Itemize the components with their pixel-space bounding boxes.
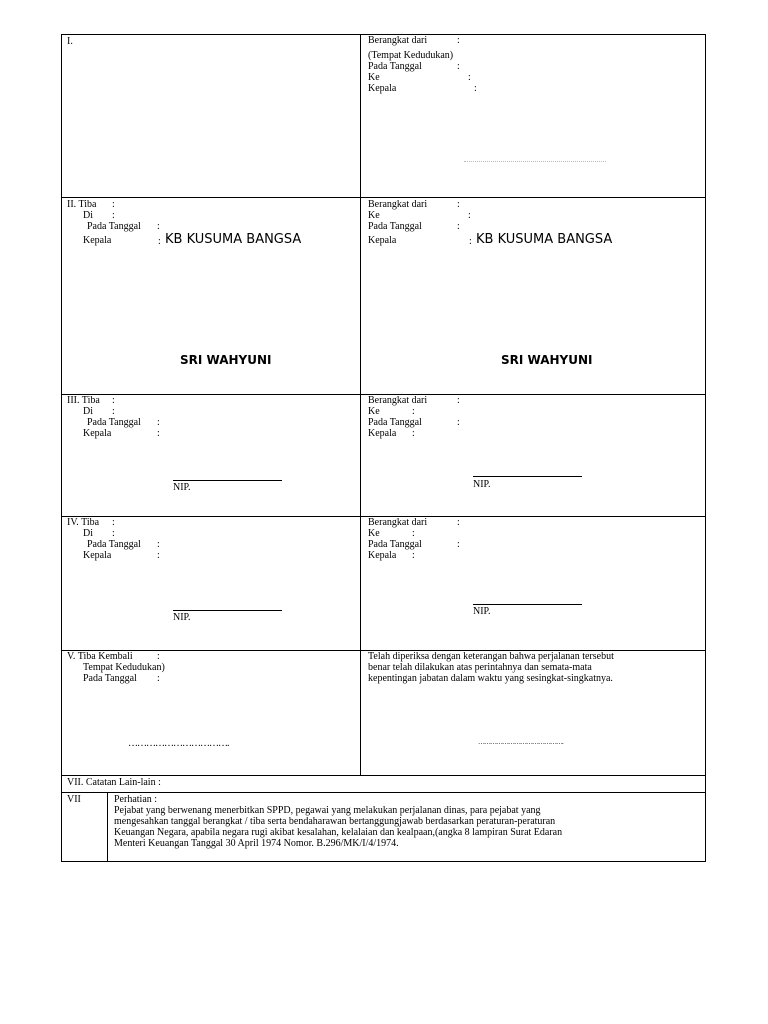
berangkat-dari-label: Berangkat dari bbox=[368, 395, 428, 406]
pada-tanggal-label: Pada Tanggal bbox=[87, 539, 141, 550]
kepala-label: Kepala bbox=[368, 235, 397, 246]
colon: : bbox=[112, 517, 115, 528]
column-divider bbox=[107, 792, 108, 862]
ke-label: Ke bbox=[368, 528, 380, 539]
berangkat-dari-label: Berangkat dari bbox=[368, 199, 428, 210]
kepala-value: KB KUSUMA BANGSA bbox=[165, 232, 302, 247]
tiba-label: III. Tiba bbox=[67, 395, 100, 406]
colon: : bbox=[157, 428, 160, 439]
signature-line bbox=[473, 476, 582, 477]
perhatian-label: Perhatian : bbox=[114, 794, 158, 805]
statement-line: kepentingan jabatan dalam waktu yang sesingkat-singkatnya. bbox=[368, 673, 613, 684]
kepala-label: Kepala bbox=[83, 550, 112, 561]
tiba-kembali-label: V. Tiba Kembali bbox=[67, 651, 133, 662]
colon: : bbox=[469, 236, 472, 247]
row-divider bbox=[62, 792, 705, 793]
di-label: Di bbox=[83, 210, 93, 221]
section-number: VII bbox=[67, 794, 81, 805]
colon: : bbox=[157, 673, 160, 684]
signature-line bbox=[464, 161, 606, 162]
berangkat-dari-label: Berangkat dari bbox=[368, 35, 428, 46]
kepala-label: Kepala bbox=[83, 428, 112, 439]
pada-tanggal-label: Pada Tanggal bbox=[368, 221, 422, 232]
colon: : bbox=[457, 221, 460, 232]
kepala-label: Kepala bbox=[368, 550, 397, 561]
colon: : bbox=[112, 395, 115, 406]
colon: : bbox=[468, 210, 471, 221]
signature-dots: ……………………………. bbox=[128, 738, 229, 749]
colon: : bbox=[457, 517, 460, 528]
colon: : bbox=[474, 83, 477, 94]
colon: : bbox=[457, 35, 460, 46]
berangkat-dari-label: Berangkat dari bbox=[368, 517, 428, 528]
notice-line: Keuangan Negara, apabila negara rugi akibat kesalahan, kelalaian dan kealpaan,(angka 8 lampiran Surat Edaran bbox=[114, 827, 563, 838]
colon: : bbox=[412, 528, 415, 539]
kepala-label: Kepala bbox=[83, 235, 112, 246]
di-label: Di bbox=[83, 528, 93, 539]
signature-dots: ……………………………………. bbox=[478, 738, 563, 746]
pada-tanggal-label: Pada Tanggal bbox=[368, 417, 422, 428]
colon: : bbox=[457, 199, 460, 210]
kepala-label: Kepala bbox=[368, 428, 397, 439]
signer-name: SRI WAHYUNI bbox=[180, 353, 272, 367]
colon: : bbox=[412, 406, 415, 417]
nip-label: NIP. bbox=[473, 479, 491, 490]
kepala-label: Kepala bbox=[368, 83, 397, 94]
nip-label: NIP. bbox=[473, 606, 491, 617]
colon: : bbox=[468, 72, 471, 83]
colon: : bbox=[157, 651, 160, 662]
colon: : bbox=[457, 539, 460, 550]
tempat-kedudukan-label: (Tempat Kedudukan) bbox=[368, 50, 454, 61]
colon: : bbox=[157, 539, 160, 550]
notice-line: mengesahkan tanggal berangkat / tiba serta bendaharawan bertanggungjawab berdasarkan peraturan-peraturan bbox=[114, 816, 556, 827]
catatan-label: VII. Catatan Lain-lain : bbox=[67, 777, 161, 788]
colon: : bbox=[457, 417, 460, 428]
pada-tanggal-label: Pada Tanggal bbox=[87, 417, 141, 428]
pada-tanggal-label: Pada Tanggal bbox=[368, 61, 422, 72]
statement-line: Telah diperiksa dengan keterangan bahwa perjalanan tersebut bbox=[368, 651, 614, 662]
row-divider bbox=[62, 775, 705, 776]
nip-label: NIP. bbox=[173, 612, 191, 623]
di-label: Di bbox=[83, 406, 93, 417]
colon: : bbox=[112, 528, 115, 539]
colon: : bbox=[112, 199, 115, 210]
signer-name: SRI WAHYUNI bbox=[501, 353, 593, 367]
kepala-value: KB KUSUMA BANGSA bbox=[476, 232, 613, 247]
ke-label: Ke bbox=[368, 72, 380, 83]
colon: : bbox=[457, 61, 460, 72]
colon: : bbox=[412, 550, 415, 561]
notice-line: Pejabat yang berwenang menerbitkan SPPD, pegawai yang melakukan perjalanan dinas, para pejabat yang bbox=[114, 805, 541, 816]
signature-line bbox=[173, 610, 282, 611]
tempat-kedudukan-label: Tempat Kedudukan) bbox=[83, 662, 165, 673]
colon: : bbox=[157, 417, 160, 428]
ke-label: Ke bbox=[368, 210, 380, 221]
column-divider bbox=[360, 35, 361, 775]
signature-line bbox=[473, 604, 582, 605]
ke-label: Ke bbox=[368, 406, 380, 417]
colon: : bbox=[457, 395, 460, 406]
pada-tanggal-label: Pada Tanggal bbox=[87, 221, 141, 232]
colon: : bbox=[112, 210, 115, 221]
row-divider bbox=[62, 197, 705, 198]
sppd-form-table bbox=[61, 34, 706, 862]
colon: : bbox=[412, 428, 415, 439]
colon: : bbox=[157, 550, 160, 561]
colon: : bbox=[112, 406, 115, 417]
tiba-label: II. Tiba bbox=[67, 199, 97, 210]
colon: : bbox=[158, 236, 161, 247]
signature-line bbox=[173, 480, 282, 481]
statement-line: benar telah dilakukan atas perintahnya dan semata-mata bbox=[368, 662, 592, 673]
tiba-label: IV. Tiba bbox=[67, 517, 100, 528]
notice-line: Menteri Keuangan Tanggal 30 April 1974 Nomor. B.296/MK/I/4/1974. bbox=[114, 838, 399, 849]
colon: : bbox=[157, 221, 160, 232]
pada-tanggal-label: Pada Tanggal bbox=[83, 673, 137, 684]
pada-tanggal-label: Pada Tanggal bbox=[368, 539, 422, 550]
nip-label: NIP. bbox=[173, 482, 191, 493]
section-number: I. bbox=[67, 36, 73, 47]
